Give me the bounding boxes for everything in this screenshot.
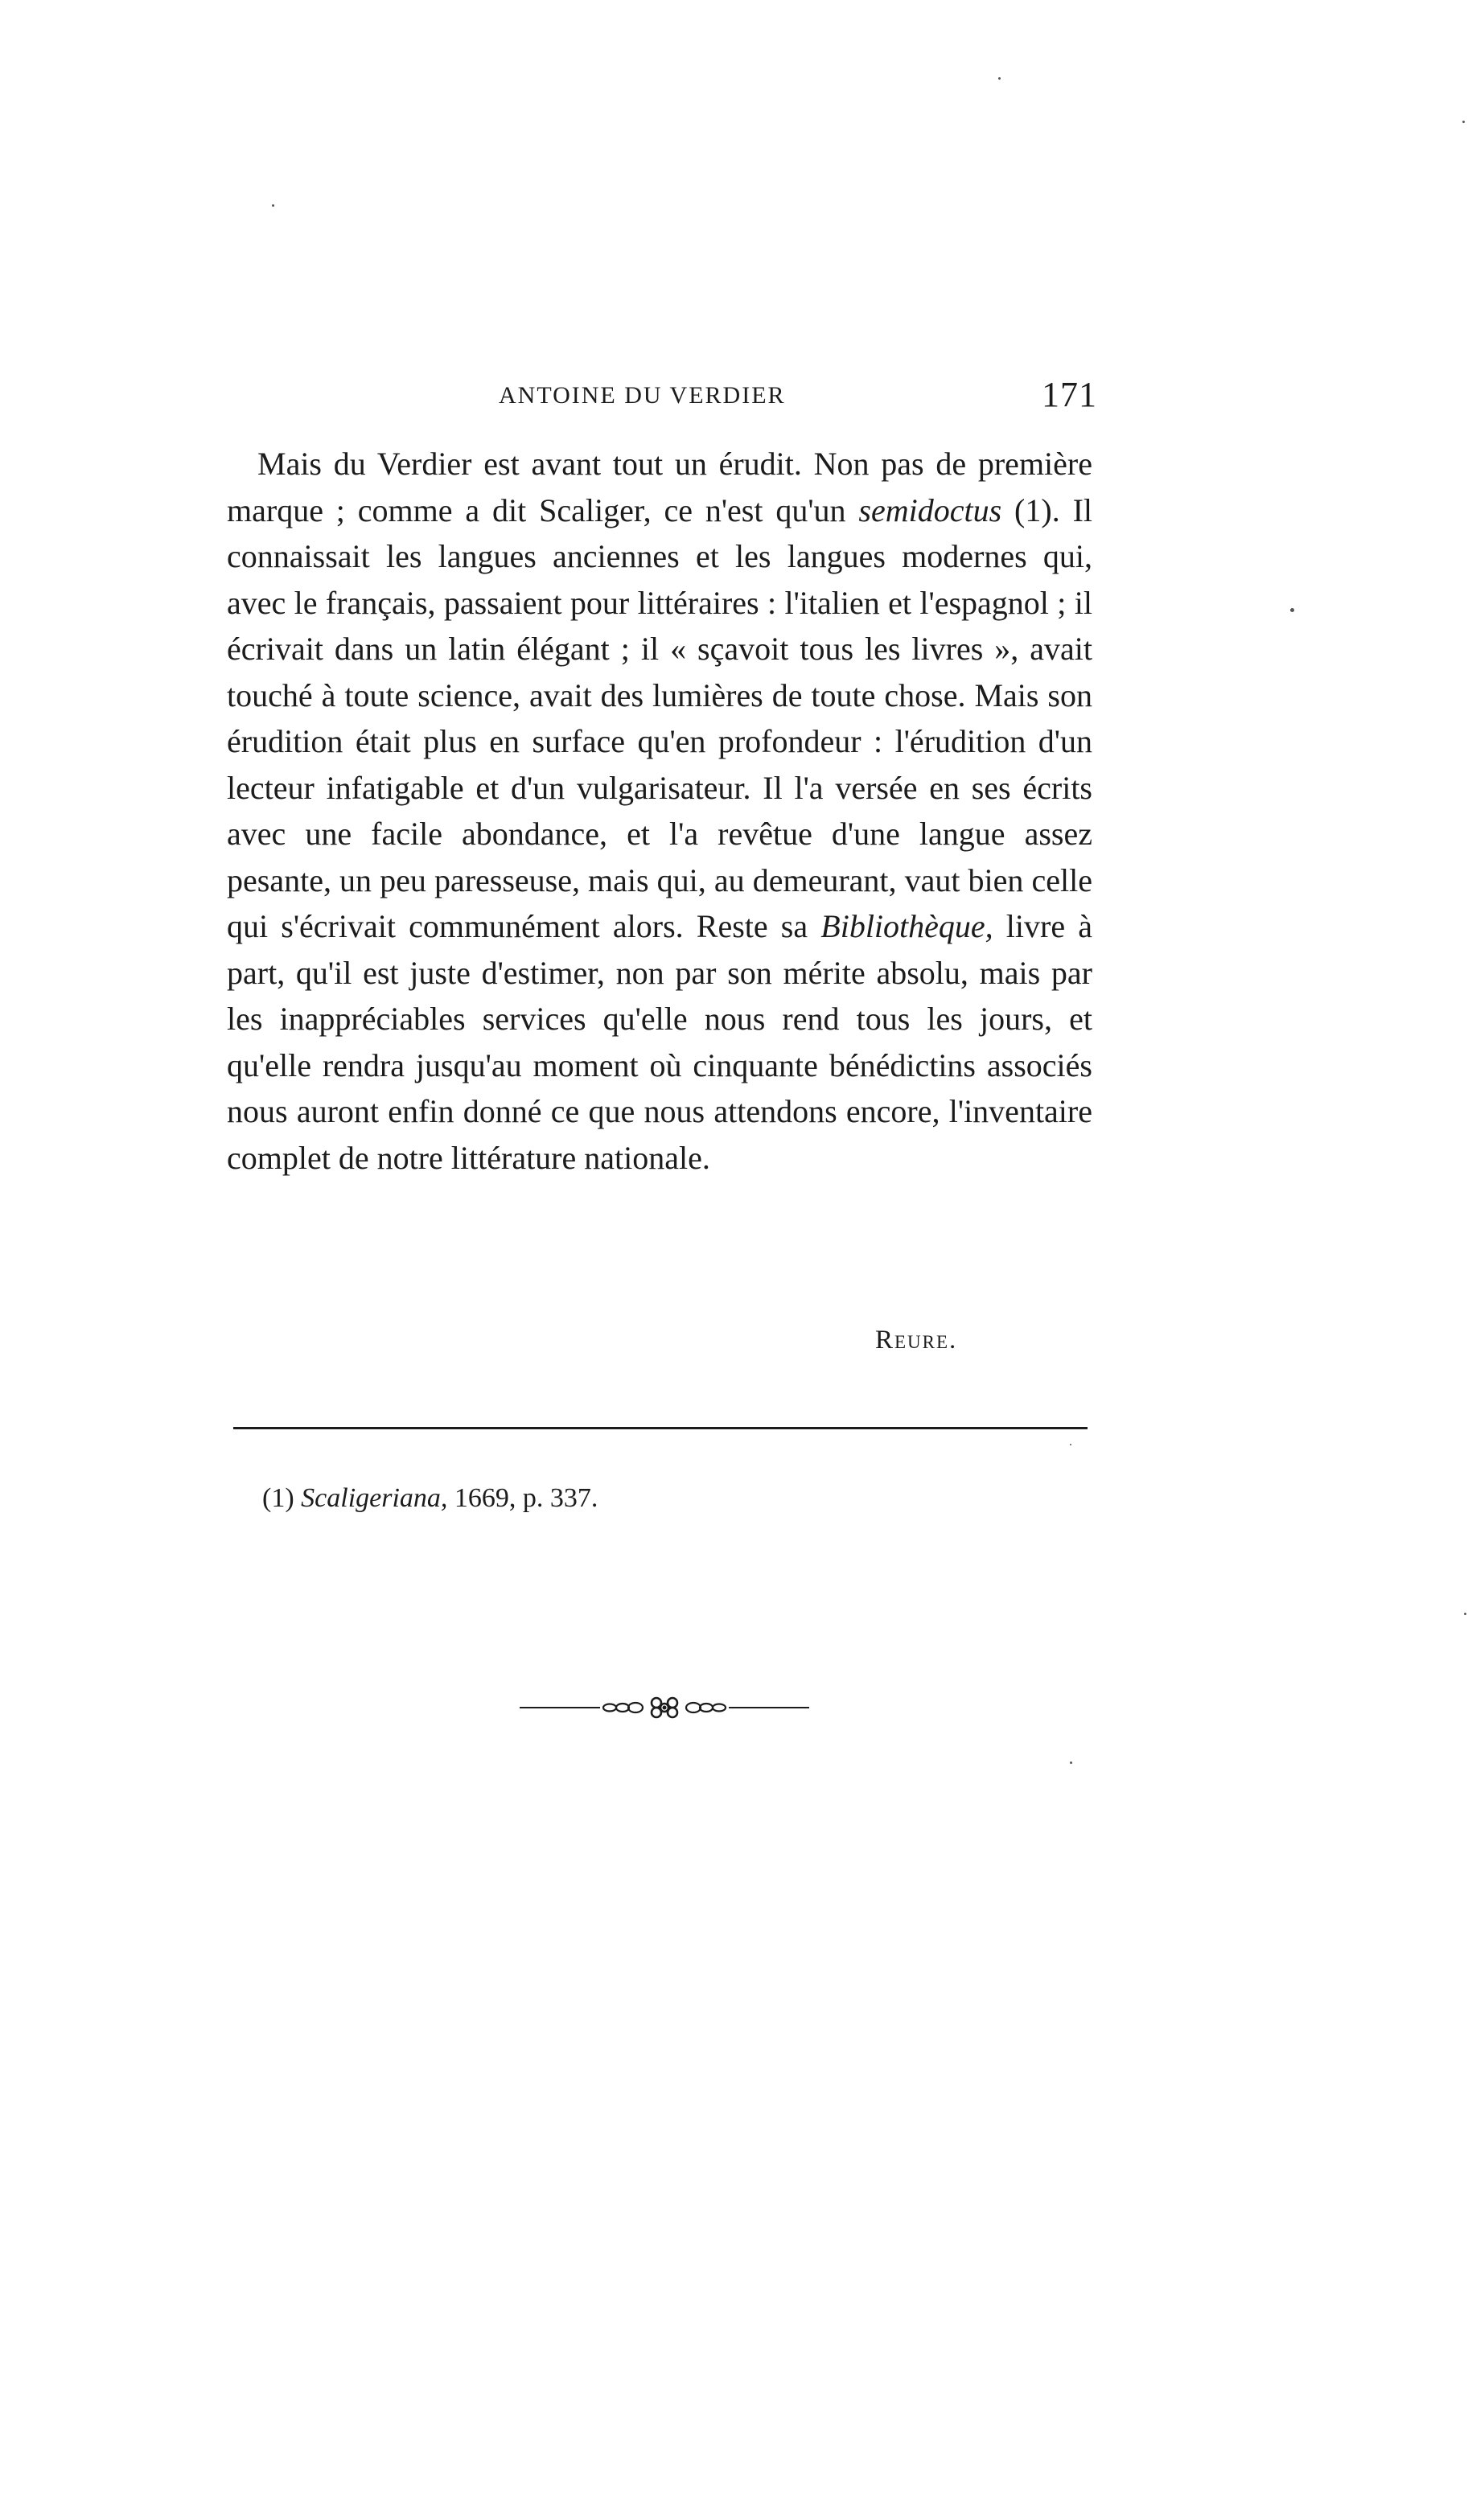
- page-number: 171: [1042, 375, 1097, 414]
- italic-term: semidoctus: [858, 491, 1002, 528]
- running-title: ANTOINE DU VERDIER: [499, 382, 786, 409]
- paragraph-text: livre à part, qu'il est juste d'estimer, non par son mérite absolu, mais par les inappréciables services qu'elle nous rend tous les jours, et qu'elle rendra jusqu'au moment où cinquante bénédictins associés nous auront enfin donné ce que nous attendons encore, l'inventaire complet de notre littérature nationale.: [227, 908, 1092, 1176]
- footnote-details: 1669, p. 337.: [447, 1483, 598, 1513]
- footnote: [262, 1483, 598, 1514]
- main-paragraph: [227, 441, 1092, 1181]
- paper-speck: [272, 204, 274, 207]
- paper-speck: [1290, 608, 1294, 612]
- paper-speck: [1070, 1444, 1071, 1445]
- paragraph-text: Il connaissait les langues anciennes et les langues modernes qui, avec le français, passaient pour littéraires : l'italien et l'espagnol ; il écrivait dans un latin élégant ; il « sçavoit tous les livres », avait touché à toute science, avait des lumières de toute chose. Mais son érudition était plus en surface qu'en profondeur : l'érudition d'un lecteur infatigable et d'un vulgarisateur. Il l'a versée en ses écrits avec une facile abondance, et l'a revêtue d'une langue assez pesante, un peu paresseuse, mais qui, au demeurant, vaut bien celle qui s'écrivait communément alors. Reste sa: [227, 491, 1093, 944]
- italic-book-title: Bibliothèque,: [820, 908, 993, 944]
- paper-speck: [1462, 121, 1465, 123]
- footnote-source: Scaligeriana,: [301, 1483, 448, 1513]
- ornament-icon: [520, 1694, 809, 1721]
- paper-speck: [998, 77, 1001, 80]
- paragraph-text: Mais du Verdier est avant tout un érudit. Non pas de première marque ; comme a dit Scaliger, ce n'est qu'un: [227, 446, 1092, 528]
- footnote-reference: (1).: [1001, 491, 1073, 528]
- footnote-marker: (1): [262, 1483, 302, 1513]
- footnote-divider: [233, 1427, 1088, 1429]
- running-head: [227, 374, 1097, 422]
- author-signature: Reure.: [875, 1326, 958, 1355]
- paper-speck: [1070, 1762, 1072, 1764]
- paper-speck: [1464, 1613, 1466, 1615]
